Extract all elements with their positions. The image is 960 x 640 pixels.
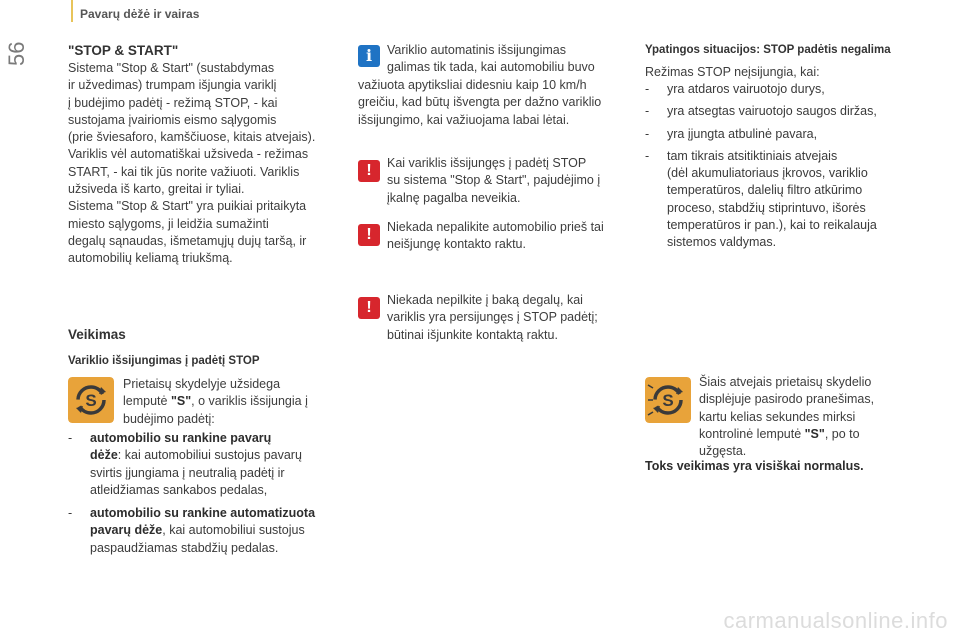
flash-icon-rest: , po to užgęsta. bbox=[699, 426, 860, 459]
veikimas-title: Veikimas bbox=[68, 327, 126, 342]
list-text bbox=[90, 505, 353, 557]
list-item bbox=[68, 430, 353, 499]
special-situations-title: Ypatingos situacijos: STOP padėtis negalima bbox=[645, 44, 891, 56]
flashing-icon-description bbox=[699, 374, 914, 460]
flash-icon-bold: "S" bbox=[804, 426, 825, 441]
stop-conditions-list bbox=[68, 430, 353, 557]
list-bold: automobilio su rankine automatizuota pavarų dėže bbox=[90, 506, 316, 538]
list-dash: - bbox=[68, 506, 73, 521]
list-bold: automobilio su rankine pavarų dėže bbox=[90, 431, 272, 463]
flash-icon-text: Šiais atvejais prietaisų skydelio displėjuje pasirodo pranešimas, kartu kelias sekundes mirksi kontrolinė lemputė bbox=[699, 375, 875, 441]
warning-text-hill-assist: Kai variklis išsijungęs į padėtį STOP su sistema "Stop & Start", pajudėjimo į įkalnę pagalba neveikia. bbox=[387, 156, 601, 205]
list-text: yra įjungta atbulinė pavara, bbox=[667, 126, 818, 141]
stop-subtitle: Variklio išsijungimas į padėtį STOP bbox=[68, 355, 260, 367]
stop-start-intro: Sistema "Stop & Start" (sustabdymas ir užvedimas) trumpam išjungia variklį į budėjimo padėtį - režimą STOP, - kai sustojama įvairiomis eismo sąlygomis (prie šviesaforo, kamščiuose, kitais atvejais). Variklis vėl automatiškai užsiveda - režimas START, - kai tik jūs norite važiuoti. Variklis užsiveda iš karto, greitai ir tyliai. Sistema "Stop & Start" yra puikiai pritaikyta miesto sąlygoms, ji leidžia sumažinti degalų sąnaudas, išmetamųjų dujų taršą, ir automobilių keliamą triukšmą. bbox=[68, 61, 316, 266]
list-item bbox=[645, 103, 910, 120]
warning-icon: ! bbox=[358, 160, 380, 182]
page-number: 56 bbox=[4, 41, 29, 66]
stop-mode-indicator-icon bbox=[68, 377, 114, 423]
list-dash: - bbox=[645, 126, 650, 141]
list-dash: - bbox=[645, 104, 650, 119]
list-rest: , kai automobiliui sustojus paspaudžiamas stabdžių pedalas. bbox=[90, 523, 305, 555]
stop-icon-description bbox=[123, 376, 353, 428]
stop-mode-flashing-icon bbox=[645, 377, 691, 423]
stop-icon-bold: "S" bbox=[170, 394, 192, 409]
list-text: yra atdaros vairuotojo durys, bbox=[667, 82, 825, 96]
warning-icon: ! bbox=[358, 224, 380, 246]
warning-icon: ! bbox=[358, 297, 380, 319]
stop-mode-condition-intro: Režimas STOP neįsijungia, kai: bbox=[645, 65, 820, 79]
list-dash: - bbox=[68, 431, 73, 445]
list-text: yra atsegtas vairuotojo saugos diržas, bbox=[667, 104, 877, 119]
warning-text-refuel: Niekada nepilkite į baką degalų, kai variklis yra persijungęs į STOP padėtį; būtinai išjunkite kontaktą raktu. bbox=[387, 293, 598, 342]
list-dash: - bbox=[645, 82, 650, 96]
stop-icon-rest: , o variklis išsijungia į budėjimo padėtį: bbox=[123, 394, 308, 426]
list-item bbox=[645, 148, 910, 252]
stop-icon-text: Prietaisų skydelyje užsidega lemputė bbox=[123, 377, 281, 409]
svg-text:S: S bbox=[662, 391, 674, 410]
info-icon: i bbox=[358, 45, 380, 67]
normal-operation-note bbox=[645, 458, 864, 475]
warning-text-key: Niekada nepalikite automobilio prieš tai neišjungę kontakto raktu. bbox=[387, 220, 604, 252]
info-text-first: Variklio automatinis išsijungimas galimas tik tada, kai automobiliu buvo bbox=[387, 43, 595, 75]
list-text bbox=[90, 430, 353, 499]
svg-text:S: S bbox=[85, 391, 97, 410]
list-dash: - bbox=[645, 148, 650, 163]
list-rest: : kai automobiliui sustojus pavarų svirtis įjungiama į neutralią padėtį ir atleidžiamas sankabos pedalas, bbox=[90, 448, 302, 497]
list-item bbox=[645, 126, 910, 143]
section-header: Pavarų dėžė ir vairas bbox=[80, 7, 200, 21]
list-item bbox=[645, 81, 910, 98]
list-item bbox=[68, 505, 353, 557]
watermark: carmanualsonline.info bbox=[723, 608, 948, 633]
list-text: tam tikrais atsitiktiniais atvejais (dėl akumuliatoriaus įkrovos, variklio temperatūros, dalelių filtro atkūrimo proceso, stabdžių stiprintuvo, išorės temperatūros ir pan.), kai to reikalauja sistemos valdymas. bbox=[667, 148, 877, 250]
header-accent-bar bbox=[71, 0, 73, 22]
normal-operation-text: Toks veikimas yra visiškai normalus. bbox=[645, 459, 864, 473]
stop-start-title: "STOP & START" bbox=[68, 43, 179, 58]
info-text-rest: važiuota apytiksliai didesniu kaip 10 km/h greičiu, kad būtų išvengta per dažno variklio išsijungimo, kai važiuojama labai lėtai. bbox=[358, 78, 602, 127]
special-conditions-list bbox=[645, 81, 910, 252]
